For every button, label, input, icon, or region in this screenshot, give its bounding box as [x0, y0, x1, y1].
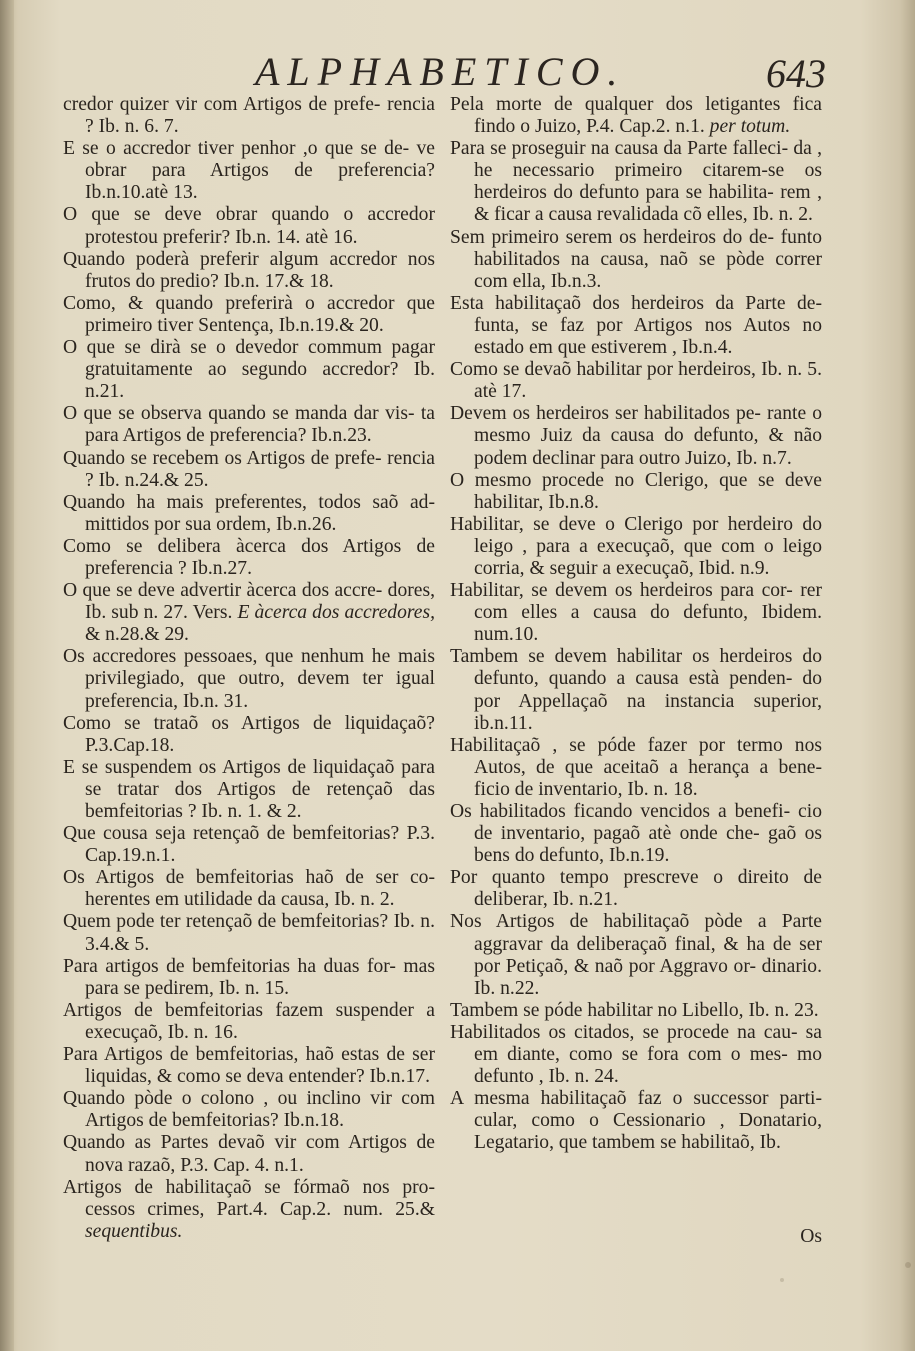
index-entry [63, 204, 435, 248]
index-entry-text: O que se observa quando se manda dar vis- ta para Artigos de preferencia? Ib.n.23. [63, 403, 435, 447]
index-entry-text: Quando poderà preferir algum accredor nos frutos do predio? Ib.n. 17.& 18. [63, 248, 435, 292]
index-entry [450, 580, 822, 646]
index-entry-text: Como se devaõ habilitar por herdeiros, Ib. n. 5. atè 17. [450, 359, 822, 403]
index-entry-text: credor quizer vir com Artigos de prefe- rencia ? Ib. n. 6. 7. [63, 94, 435, 138]
index-entry-text: Quando pòde o colono , ou inclino vir com Artigos de bemfeitorias? Ib.n.18. [63, 1088, 435, 1132]
index-entry [63, 713, 435, 757]
index-entry [63, 956, 435, 1000]
index-entry-text: Como se delibera àcerca dos Artigos de preferencia ? Ib.n.27. [63, 535, 435, 579]
catchword: Os [800, 1226, 822, 1247]
index-entry-text: Esta habilitaçaõ dos herdeiros da Parte de- funta, se faz por Artigos nos Autos no estado em que estiverem , Ib.n.4. [450, 292, 822, 359]
left-index-column [63, 94, 435, 1243]
page-number: 643 [766, 51, 826, 96]
index-entry [63, 1132, 435, 1176]
index-entry-text: Sem primeiro serem os herdeiros do de- funto habilitados na causa, naõ se pòde correr com ella, Ib.n.3. [450, 226, 822, 292]
index-entry-text: Quem pode ter retençaõ de bemfeitorias? Ib. n. 3.4.& 5. [63, 911, 435, 955]
index-entry [63, 1088, 435, 1132]
index-entry-text: Os accredores pessoaes, que nenhum he mais privilegiado, que outro, devem ter igual preferencia, Ib.n. 31. [63, 646, 435, 712]
index-entry [450, 1000, 822, 1022]
index-entry-text: Como, & quando preferirà o accredor que primeiro tiver Sentença, Ib.n.19.& 20. [63, 292, 435, 336]
index-entry-text: Para Artigos de bemfeitorias, haõ estas de ser liquidas, & como se deva entender? Ib.n.17. [63, 1044, 435, 1088]
index-entry-italic: sequentibus. [85, 1220, 183, 1242]
index-entry [450, 293, 822, 359]
index-entry-text: E se o accredor tiver penhor ,o que se de- ve obrar para Artigos de preferencia? Ib.n.10.atè 13. [63, 138, 435, 204]
index-entry [450, 227, 822, 293]
index-entry [450, 867, 822, 911]
index-entry [63, 536, 435, 580]
index-entry [63, 249, 435, 293]
index-entry-text: Tambem se devem habilitar os herdeiros do defunto, quando a causa està penden- do por Appellaçaõ na instancia superior, ib.n.11. [450, 646, 822, 734]
index-entry [63, 94, 435, 138]
index-entry [450, 1088, 822, 1154]
index-entry-text: & n.28.& 29. [85, 624, 189, 646]
index-entry-text: O que se dirà se o devedor commum pagar gratuitamente ao segundo accredor? Ib. n.21. [63, 337, 435, 403]
index-entry-text: Artigos de bemfeitorias fazem suspender a execuçaõ, Ib. n. 16. [63, 999, 435, 1043]
index-entry-text: O que se deve obrar quando o accredor protestou preferir? Ib.n. 14. atè 16. [63, 204, 435, 248]
index-entry [450, 735, 822, 801]
paper-stain [905, 1262, 911, 1268]
index-entry [63, 293, 435, 337]
index-entry-text: Os habilitados ficando vencidos a benefi- cio de inventario, pagaõ atè onde che- gaõ os bens do defunto, Ib.n.19. [450, 801, 822, 867]
index-entry [63, 448, 435, 492]
index-entry [63, 757, 435, 823]
index-entry [450, 801, 822, 867]
index-entry [63, 492, 435, 536]
index-entry-text: Habilitados os citados, se procede na cau- sa em diante, como se fora com o mes- mo defunto , Ib. n. 24. [450, 1021, 822, 1088]
index-entry [63, 1177, 435, 1243]
index-entry-text: Quando as Partes devaõ vir com Artigos de nova razaõ, P.3. Cap. 4. n.1. [63, 1132, 435, 1176]
index-entry [63, 823, 435, 867]
index-entry [450, 514, 822, 580]
index-entry [63, 867, 435, 911]
index-entry [63, 1000, 435, 1044]
index-entry [63, 403, 435, 447]
index-entry-text: Habilitar, se devem os herdeiros para cor- rer com elles a causa do defunto, Ibidem. num.10. [450, 580, 822, 646]
index-entry [450, 911, 822, 999]
index-entry [63, 911, 435, 955]
index-entry-text: A mesma habilitaçaõ faz o successor parti- cular, como o Cessionario , Donatario, Legatario, que tambem se habilitaõ, Ib. [450, 1088, 822, 1154]
index-entry-italic: per totum. [709, 116, 791, 138]
index-entry-text: O que se deve advertir àcerca dos accre- dores, Ib. sub n. 27. Vers. [63, 580, 435, 624]
index-entry [450, 359, 822, 403]
index-entry [450, 403, 822, 469]
index-entry-text: Quando se recebem os Artigos de prefe- rencia ? Ib. n.24.& 25. [63, 447, 435, 491]
index-entry [63, 337, 435, 403]
index-entry-text: Que cousa seja retençaõ de bemfeitorias? P.3. Cap.19.n.1. [63, 823, 435, 867]
index-entry [450, 470, 822, 514]
index-entry-text: Nos Artigos de habilitaçaõ pòde a Parte aggravar da deliberaçaõ final, & ha de ser por Petiçaõ, & naõ por Aggravo or- dinario. Ib. n.22. [450, 911, 822, 999]
index-entry-text: E se suspendem os Artigos de liquidaçaõ para se tratar dos Artigos de retençaõ das bemfeitorias ? Ib. n. 1. & 2. [63, 756, 435, 822]
index-entry-text: O mesmo procede no Clerigo, que se deve habilitar, Ib.n.8. [450, 469, 822, 513]
running-header-title: ALPHABETICO. [255, 49, 626, 94]
index-entry [63, 138, 435, 204]
paper-stain [780, 1278, 784, 1282]
index-entry [63, 580, 435, 646]
index-entry [450, 138, 822, 226]
index-entry-text: Devem os herdeiros ser habilitados pe- rante o mesmo Juiz da causa do defunto, & não podem declinar para outro Juizo, Ib. n.7. [450, 403, 822, 469]
index-entry-italic: E àcerca dos accredores, [237, 602, 435, 624]
index-entry-text: Pela morte de qualquer dos letigantes fica findo o Juizo, P.4. Cap.2. n.1. [450, 94, 822, 138]
index-entry-text: Os Artigos de bemfeitorias haõ de ser co- herentes em utilidade da causa, Ib. n. 2. [63, 867, 435, 911]
index-entry [450, 1022, 822, 1088]
index-entry-text: Quando ha mais preferentes, todos saõ ad- mittidos por sua ordem, Ib.n.26. [63, 491, 435, 535]
right-index-column [450, 94, 822, 1155]
index-entry [450, 646, 822, 734]
index-entry-text: Para artigos de bemfeitorias ha duas for- mas para se pedirem, Ib. n. 15. [63, 955, 435, 999]
index-entry [63, 1044, 435, 1088]
index-entry-text: Como se trataõ os Artigos de liquidaçaõ? P.3.Cap.18. [63, 712, 435, 756]
index-entry-text: Habilitaçaõ , se póde fazer por termo nos Autos, de que aceitaõ a herança a bene- ficio de inventario, Ib. n. 18. [450, 734, 822, 800]
index-entry-text: Para se proseguir na causa da Parte falleci- da , he necessario primeiro citarem-se os herdeiros do defunto para se habilita- rem , & ficar a causa revalidada cõ elles, Ib. n. 2. [450, 138, 822, 226]
index-entry-text: Por quanto tempo prescreve o direito de deliberar, Ib. n.21. [450, 867, 822, 911]
index-entry-text: Artigos de habilitaçaõ se fórmaõ nos pro- cessos crimes, Part.4. Cap.2. num. 25.& [63, 1176, 435, 1220]
index-entry-text: Habilitar, se deve o Clerigo por herdeiro do leigo , para a execuçaõ, que com o leigo corria, & seguir a execuçaõ, Ibid. n.9. [450, 513, 822, 579]
index-entry [450, 94, 822, 138]
index-entry-text: Tambem se póde habilitar no Libello, Ib. n. 23. [450, 999, 819, 1021]
index-entry [63, 646, 435, 712]
